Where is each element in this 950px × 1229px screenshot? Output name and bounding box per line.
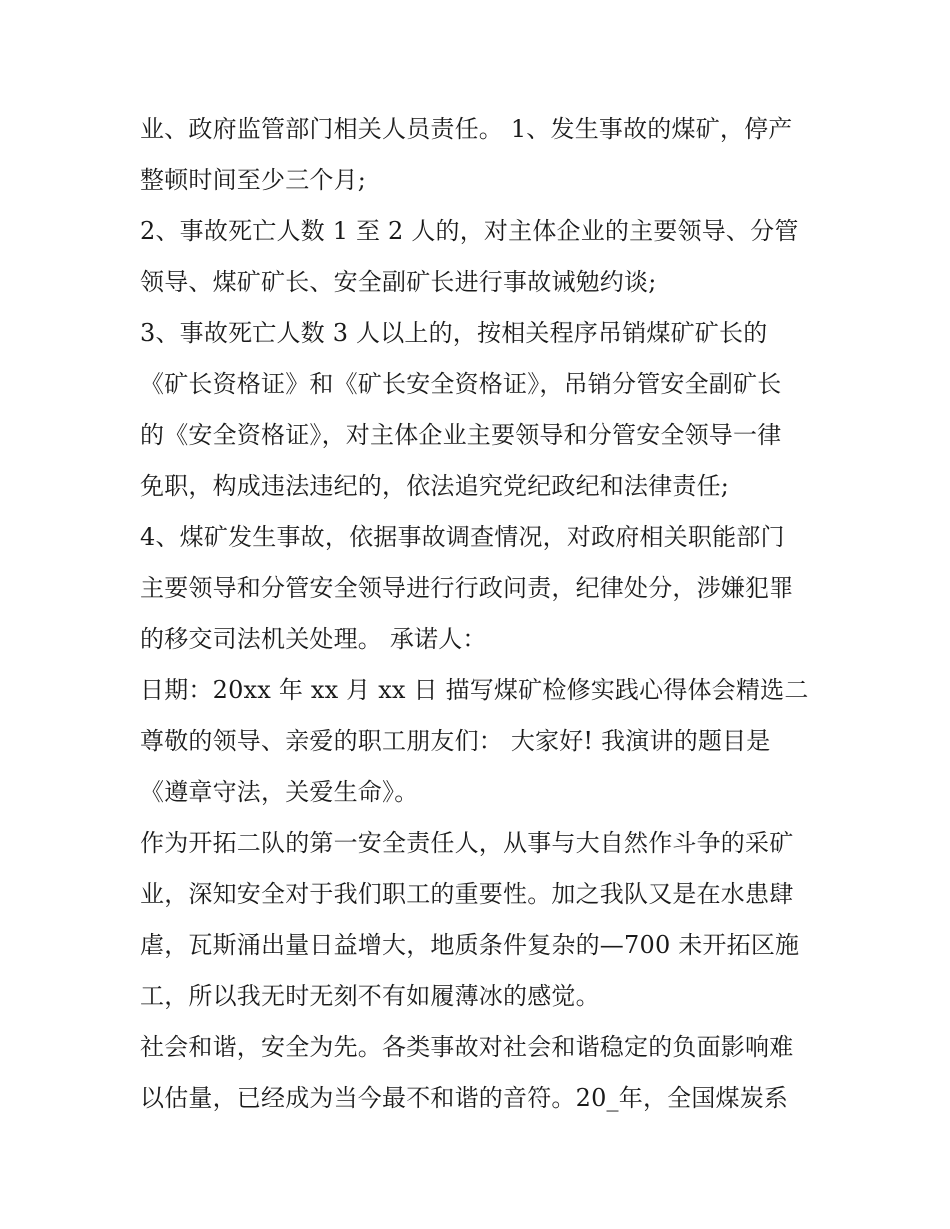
text-line: 业、政府监管部门相关人员责任。 1、发生事故的煤矿，停产 xyxy=(140,115,793,143)
text-line: 4、煤矿发生事故，依据事故调查情况，对政府相关职能部门 xyxy=(140,523,785,551)
text-line: 整顿时间至少三个月; xyxy=(140,166,367,194)
text-line: 主要领导和分管安全领导进行行政问责，纪律处分，涉嫌犯罪 xyxy=(140,574,794,602)
text-line: 2、事故死亡人数 1 至 2 人的，对主体企业的主要领导、分管 xyxy=(140,217,799,245)
text-line: 虐，瓦斯涌出量日益增大，地质条件复杂的—700 未开拓区施 xyxy=(140,931,800,959)
text-line: 作为开拓二队的第一安全责任人，从事与大自然作斗争的采矿 xyxy=(140,829,794,857)
text-line: 《矿长资格证》和《矿长安全资格证》，吊销分管安全副矿长 xyxy=(140,370,782,398)
document-body xyxy=(140,104,820,1124)
text-line: 以估量，已经成为当今最不和谐的音符。20_年，全国煤炭系 xyxy=(140,1084,789,1112)
text-line: 尊敬的领导、亲爱的职工朋友们： 大家好! 我演讲的题目是 xyxy=(140,727,771,755)
text-line: 日期：20xx 年 xx 月 xx 日 描写煤矿检修实践心得体会精选二 xyxy=(140,676,809,704)
text-line: 领导、煤矿矿长、安全副矿长进行事故诫勉约谈; xyxy=(140,268,657,296)
text-line: 《遵章守法，关爱生命》。 xyxy=(140,778,419,806)
text-line: 的《安全资格证》，对主体企业主要领导和分管安全领导一律 xyxy=(140,421,782,449)
text-line: 免职，构成违法违纪的，依法追究党纪政纪和法律责任; xyxy=(140,472,730,500)
text-line: 工，所以我无时无刻不有如履薄冰的感觉。 xyxy=(140,982,600,1010)
text-line: 社会和谐，安全为先。各类事故对社会和谐稳定的负面影响难 xyxy=(140,1033,794,1061)
text-line: 3、事故死亡人数 3 人以上的，按相关程序吊销煤矿矿长的 xyxy=(140,319,768,347)
text-line: 的移交司法机关处理。 承诺人： xyxy=(140,625,487,653)
text-line: 业，深知安全对于我们职工的重要性。加之我队又是在水患肆 xyxy=(140,880,794,908)
